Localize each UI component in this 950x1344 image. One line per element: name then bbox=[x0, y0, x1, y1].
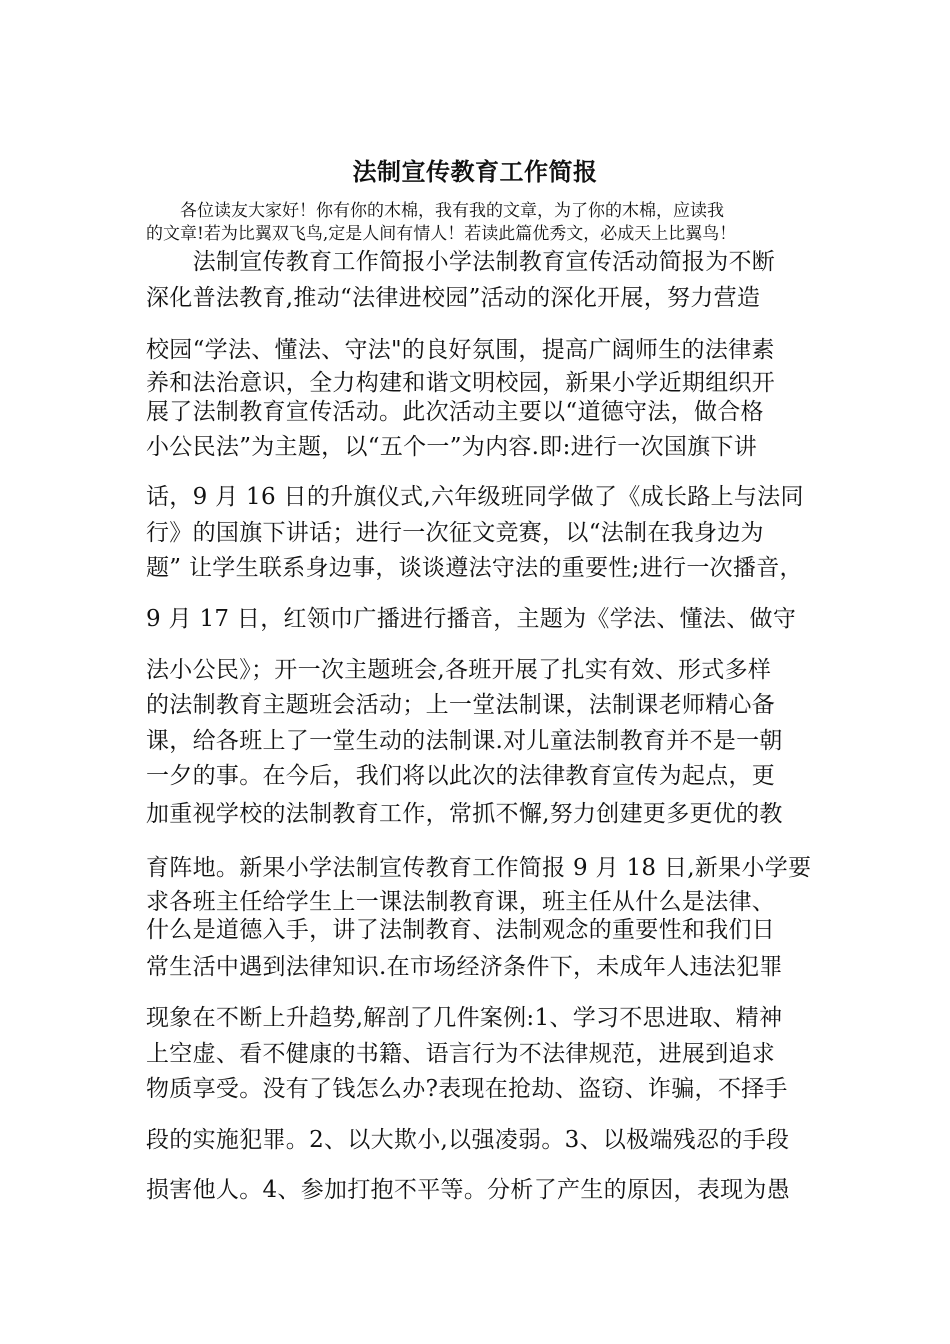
body-line: 什么是道德入手，讲了法制教育、法制观念的重要性和我们日 bbox=[146, 917, 776, 943]
body-line: 小公民法”为主题，以“五个一”为内容.即:进行一次国旗下讲 bbox=[146, 434, 758, 460]
intro-paragraph bbox=[146, 200, 808, 246]
body-line: 深化普法教育,推动“法律进校园”活动的深化开展，努力营造 bbox=[146, 285, 761, 311]
body-line: 段的实施犯罪。2、以大欺小,以强凌弱。3、以极端残忍的手段 bbox=[146, 1127, 790, 1153]
body-line: 课，给各班上了一堂生动的法制课.对儿童法制教育并不是一朝 bbox=[146, 728, 783, 754]
body-line: 养和法治意识，全力构建和谐文明校园，新果小学近期组织开 bbox=[146, 370, 776, 396]
body-line: 上空虚、看不健康的书籍、语言行为不法律规范，进展到追求 bbox=[146, 1041, 776, 1067]
document-title: 法制宣传教育工作简报 bbox=[352, 157, 598, 186]
body-line: 校园“学法、懂法、守法"的良好氛围，提高广阔师生的法律素 bbox=[146, 337, 775, 363]
body-line: 法小公民》；开一次主题班会,各班开展了扎实有效、形式多样 bbox=[146, 657, 772, 683]
body-line: 题” 让学生联系身边事，谈谈遵法守法的重要性;进行一次播音， bbox=[146, 555, 803, 581]
body-line: 展了法制教育宣传活动。此次活动主要以“道德守法，做合格 bbox=[146, 399, 764, 425]
body-line: 法制宣传教育工作简报小学法制教育宣传活动简报为不断 bbox=[146, 249, 776, 275]
intro-line: 的文章!若为比翼双飞鸟,定是人间有情人！若读此篇优秀文，必成天上比翼鸟！ bbox=[146, 224, 737, 244]
body-line: 9 月 17 日，红领巾广播进行播音，主题为《学法、懂法、做守 bbox=[146, 606, 797, 632]
body-line: 的法制教育主题班会活动；上一堂法制课，法制课老师精心备 bbox=[146, 692, 776, 718]
body-line: 话，9 月 16 日的升旗仪式,六年级班同学做了《成长路上与法同 bbox=[146, 484, 804, 510]
body-line: 求各班主任给学生上一课法制教育课，班主任从什么是法律、 bbox=[146, 889, 776, 915]
body-line: 常生活中遇到法律知识.在市场经济条件下，未成年人违法犯罪 bbox=[146, 954, 783, 980]
body-line: 育阵地。新果小学法制宣传教育工作简报 9 月 18 日,新果小学要 bbox=[146, 855, 812, 881]
intro-line: 各位读友大家好！你有你的木棉，我有我的文章，为了你的木棉，应读我 bbox=[180, 201, 724, 221]
body-line: 损害他人。4、参加打抱不平等。分析了产生的原因，表现为愚 bbox=[146, 1177, 791, 1203]
body-line: 加重视学校的法制教育工作，常抓不懈,努力创建更多更优的教 bbox=[146, 801, 783, 827]
body-line: 一夕的事。在今后，我们将以此次的法律教育宣传为起点，更 bbox=[146, 763, 776, 789]
body-line: 行》的国旗下讲话；进行一次征文竞赛，以“法制在我身边为 bbox=[146, 520, 764, 546]
body-line: 现象在不断上升趋势,解剖了几件案例:1、学习不思进取、精神 bbox=[146, 1005, 783, 1031]
body-line: 物质享受。没有了钱怎么办?表现在抢劫、盗窃、诈骗，不择手 bbox=[146, 1076, 788, 1102]
